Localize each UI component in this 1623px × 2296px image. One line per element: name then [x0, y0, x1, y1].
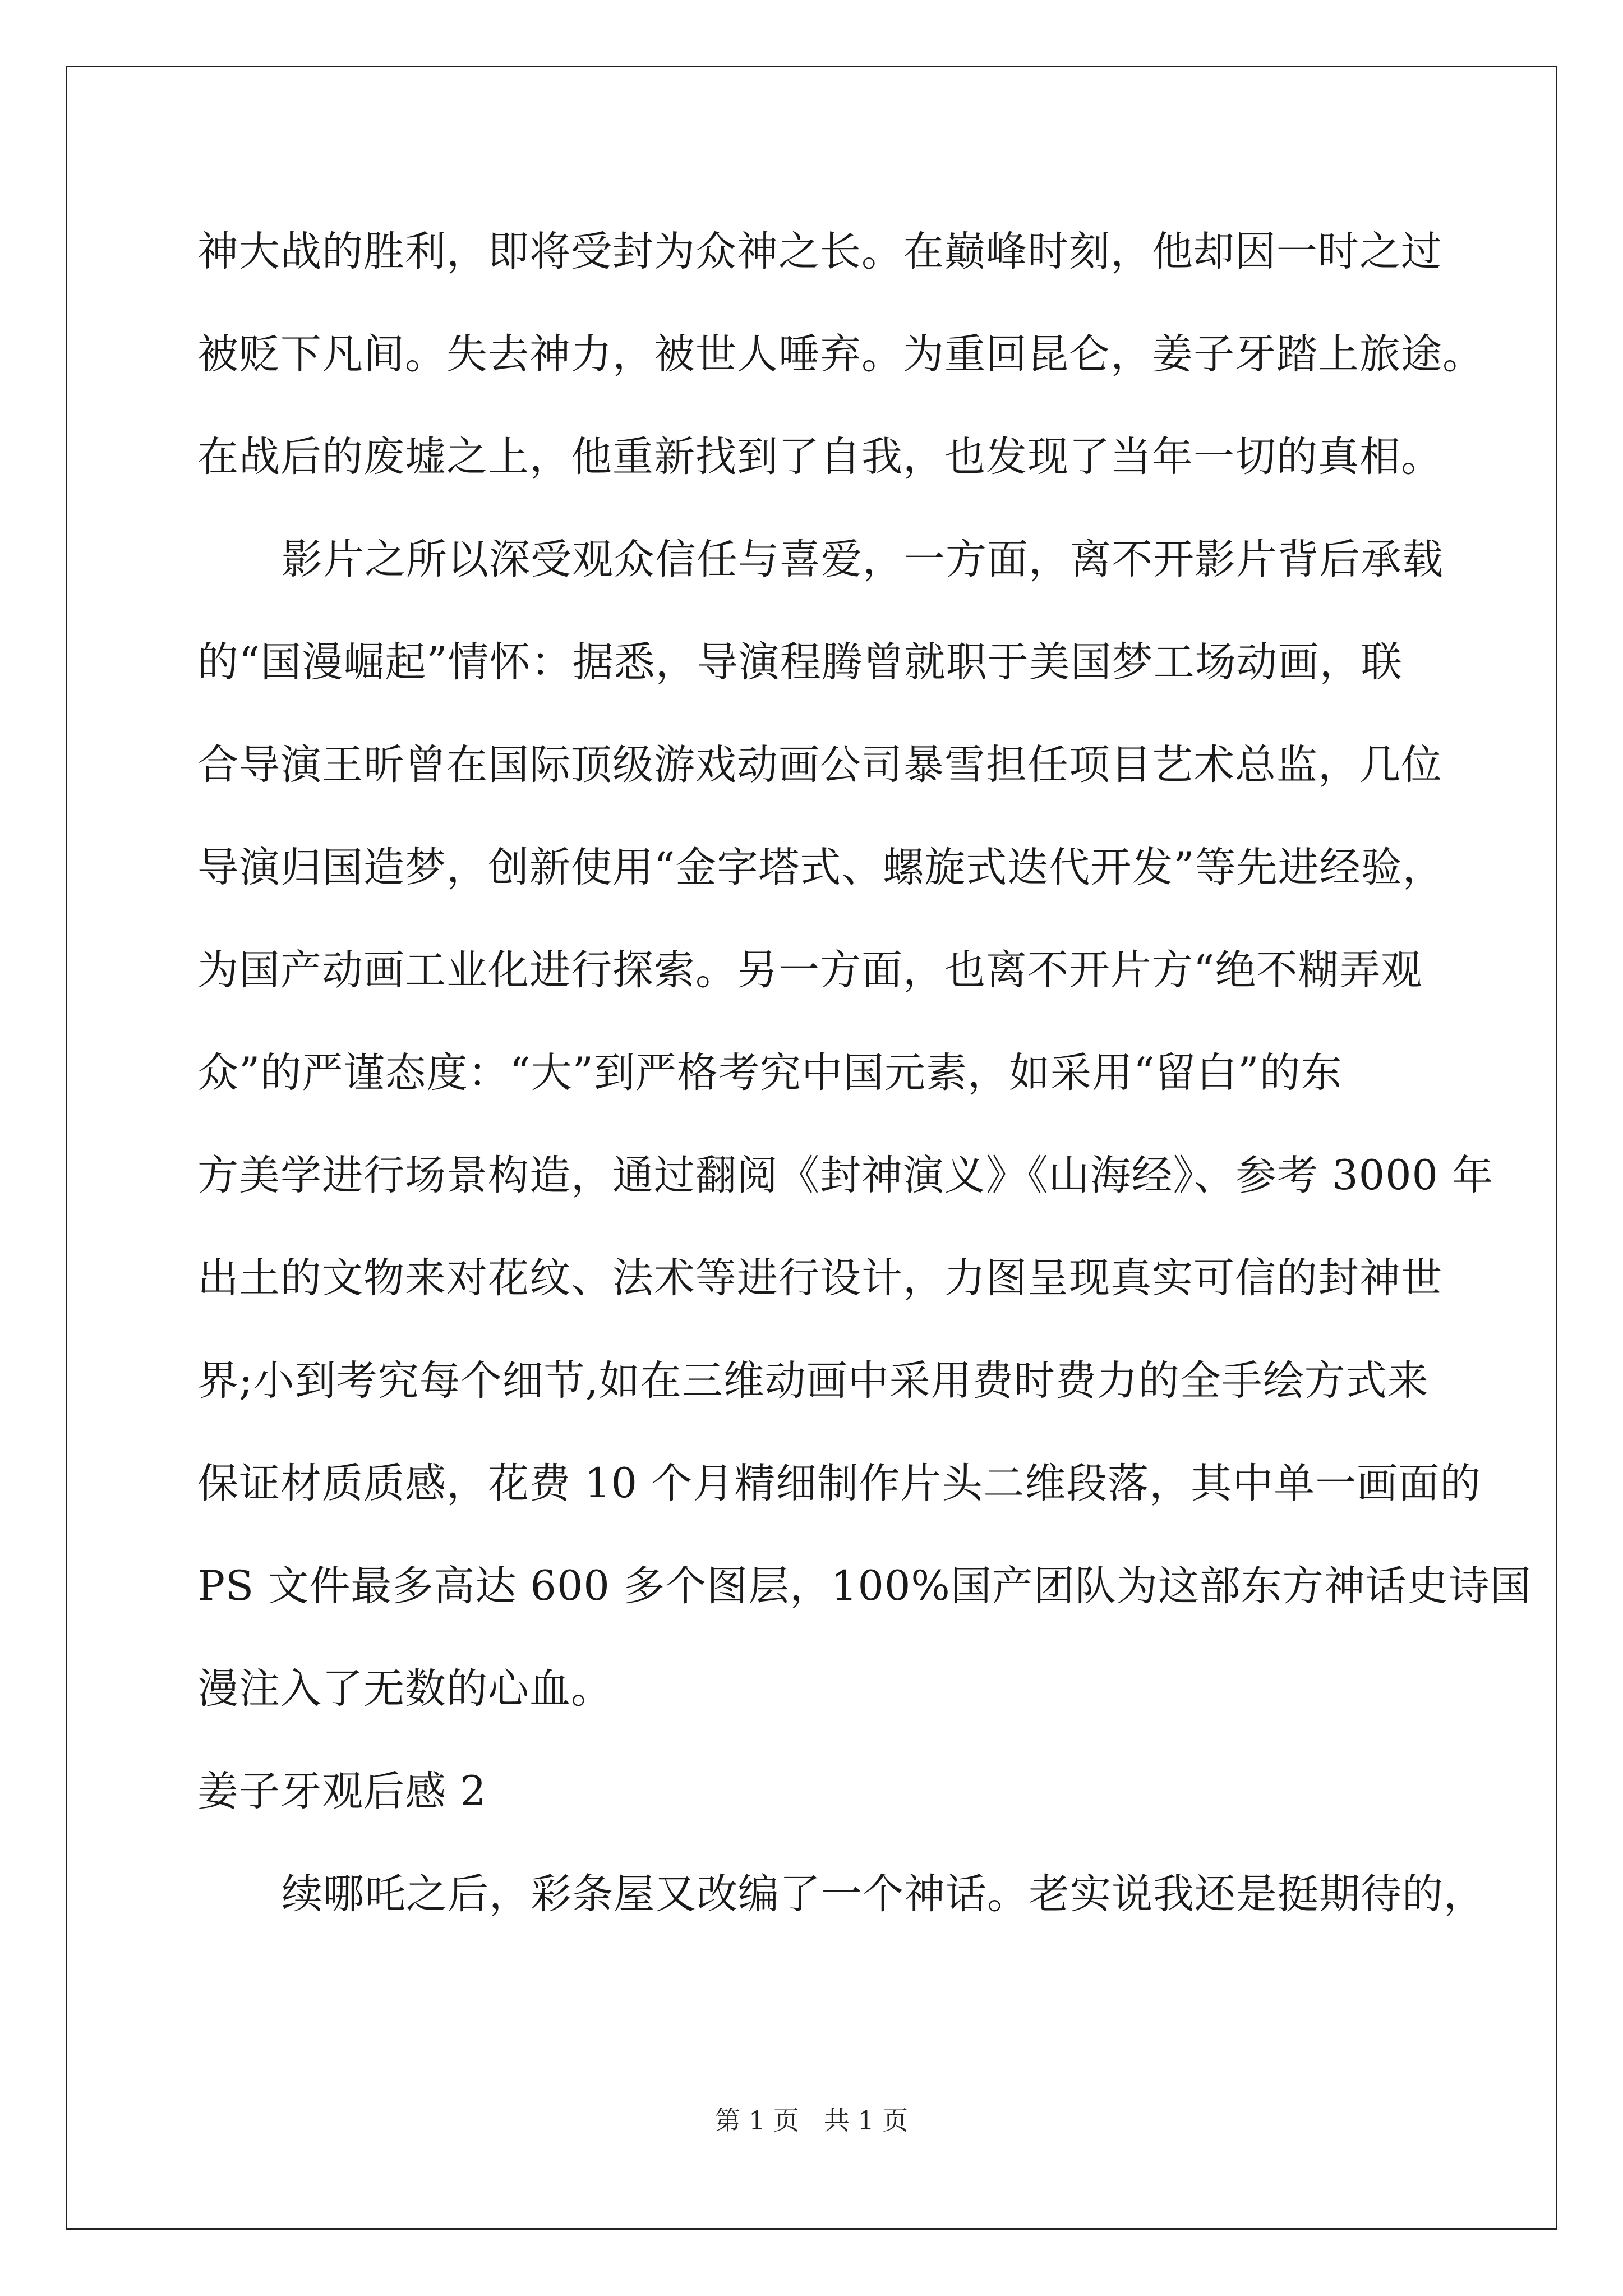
section-heading: 姜子牙观后感 2: [197, 1768, 487, 1815]
paragraph-line: 出土的文物来对花纹、法术等进行设计，力图呈现真实可信的封神世: [197, 1254, 1442, 1302]
paragraph-line: 为国产动画工业化进行探索。另一方面，也离不开片方“绝不糊弄观: [197, 946, 1423, 994]
paragraph-line: 在战后的废墟之上，他重新找到了自我，也发现了当年一切的真相。: [197, 433, 1442, 481]
page-number-footer: 第 1 页 共 1 页: [714, 2105, 909, 2136]
paragraph-line: 合导演王昕曾在国际顶级游戏动画公司暴雪担任项目艺术总监，几位: [197, 741, 1442, 789]
paragraph-line: 界;小到考究每个细节,如在三维动画中采用费时费力的全手绘方式来: [197, 1357, 1429, 1405]
paragraph-line: 神大战的胜利，即将受封为众神之长。在巅峰时刻，他却因一时之过: [197, 228, 1442, 275]
paragraph-line: 方美学进行场景构造，通过翻阅《封神演义》《山海经》、参考 3000 年: [197, 1152, 1494, 1199]
paragraph-line: 被贬下凡间。失去神力，被世人唾弃。为重回昆仑，姜子牙踏上旅途。: [197, 330, 1484, 378]
paragraph-line: 导演归国造梦，创新使用“金字塔式、螺旋式迭代开发”等先进经验，: [197, 844, 1444, 891]
paragraph-line: PS 文件最多高达 600 多个图层，100%国产团队为这部东方神话史诗国: [197, 1562, 1532, 1610]
paragraph-line: 众”的严谨态度：“大”到严格考究中国元素，如采用“留白”的东: [197, 1049, 1343, 1097]
paragraph-line: 续哪吒之后，彩条屋又改编了一个神话。老实说我还是挺期待的，: [282, 1870, 1485, 1918]
paragraph-line: 的“国漫崛起”情怀：据悉，导演程腾曾就职于美国梦工场动画，联: [197, 638, 1403, 686]
paragraph-line: 保证材质质感，花费 10 个月精细制作片头二维段落，其中单一画面的: [197, 1460, 1482, 1507]
paragraph-line: 漫注入了无数的心血。: [197, 1665, 612, 1713]
document-body: [197, 200, 1532, 1945]
paragraph-line: 影片之所以深受观众信任与喜爱，一方面，离不开影片背后承载: [282, 536, 1444, 583]
